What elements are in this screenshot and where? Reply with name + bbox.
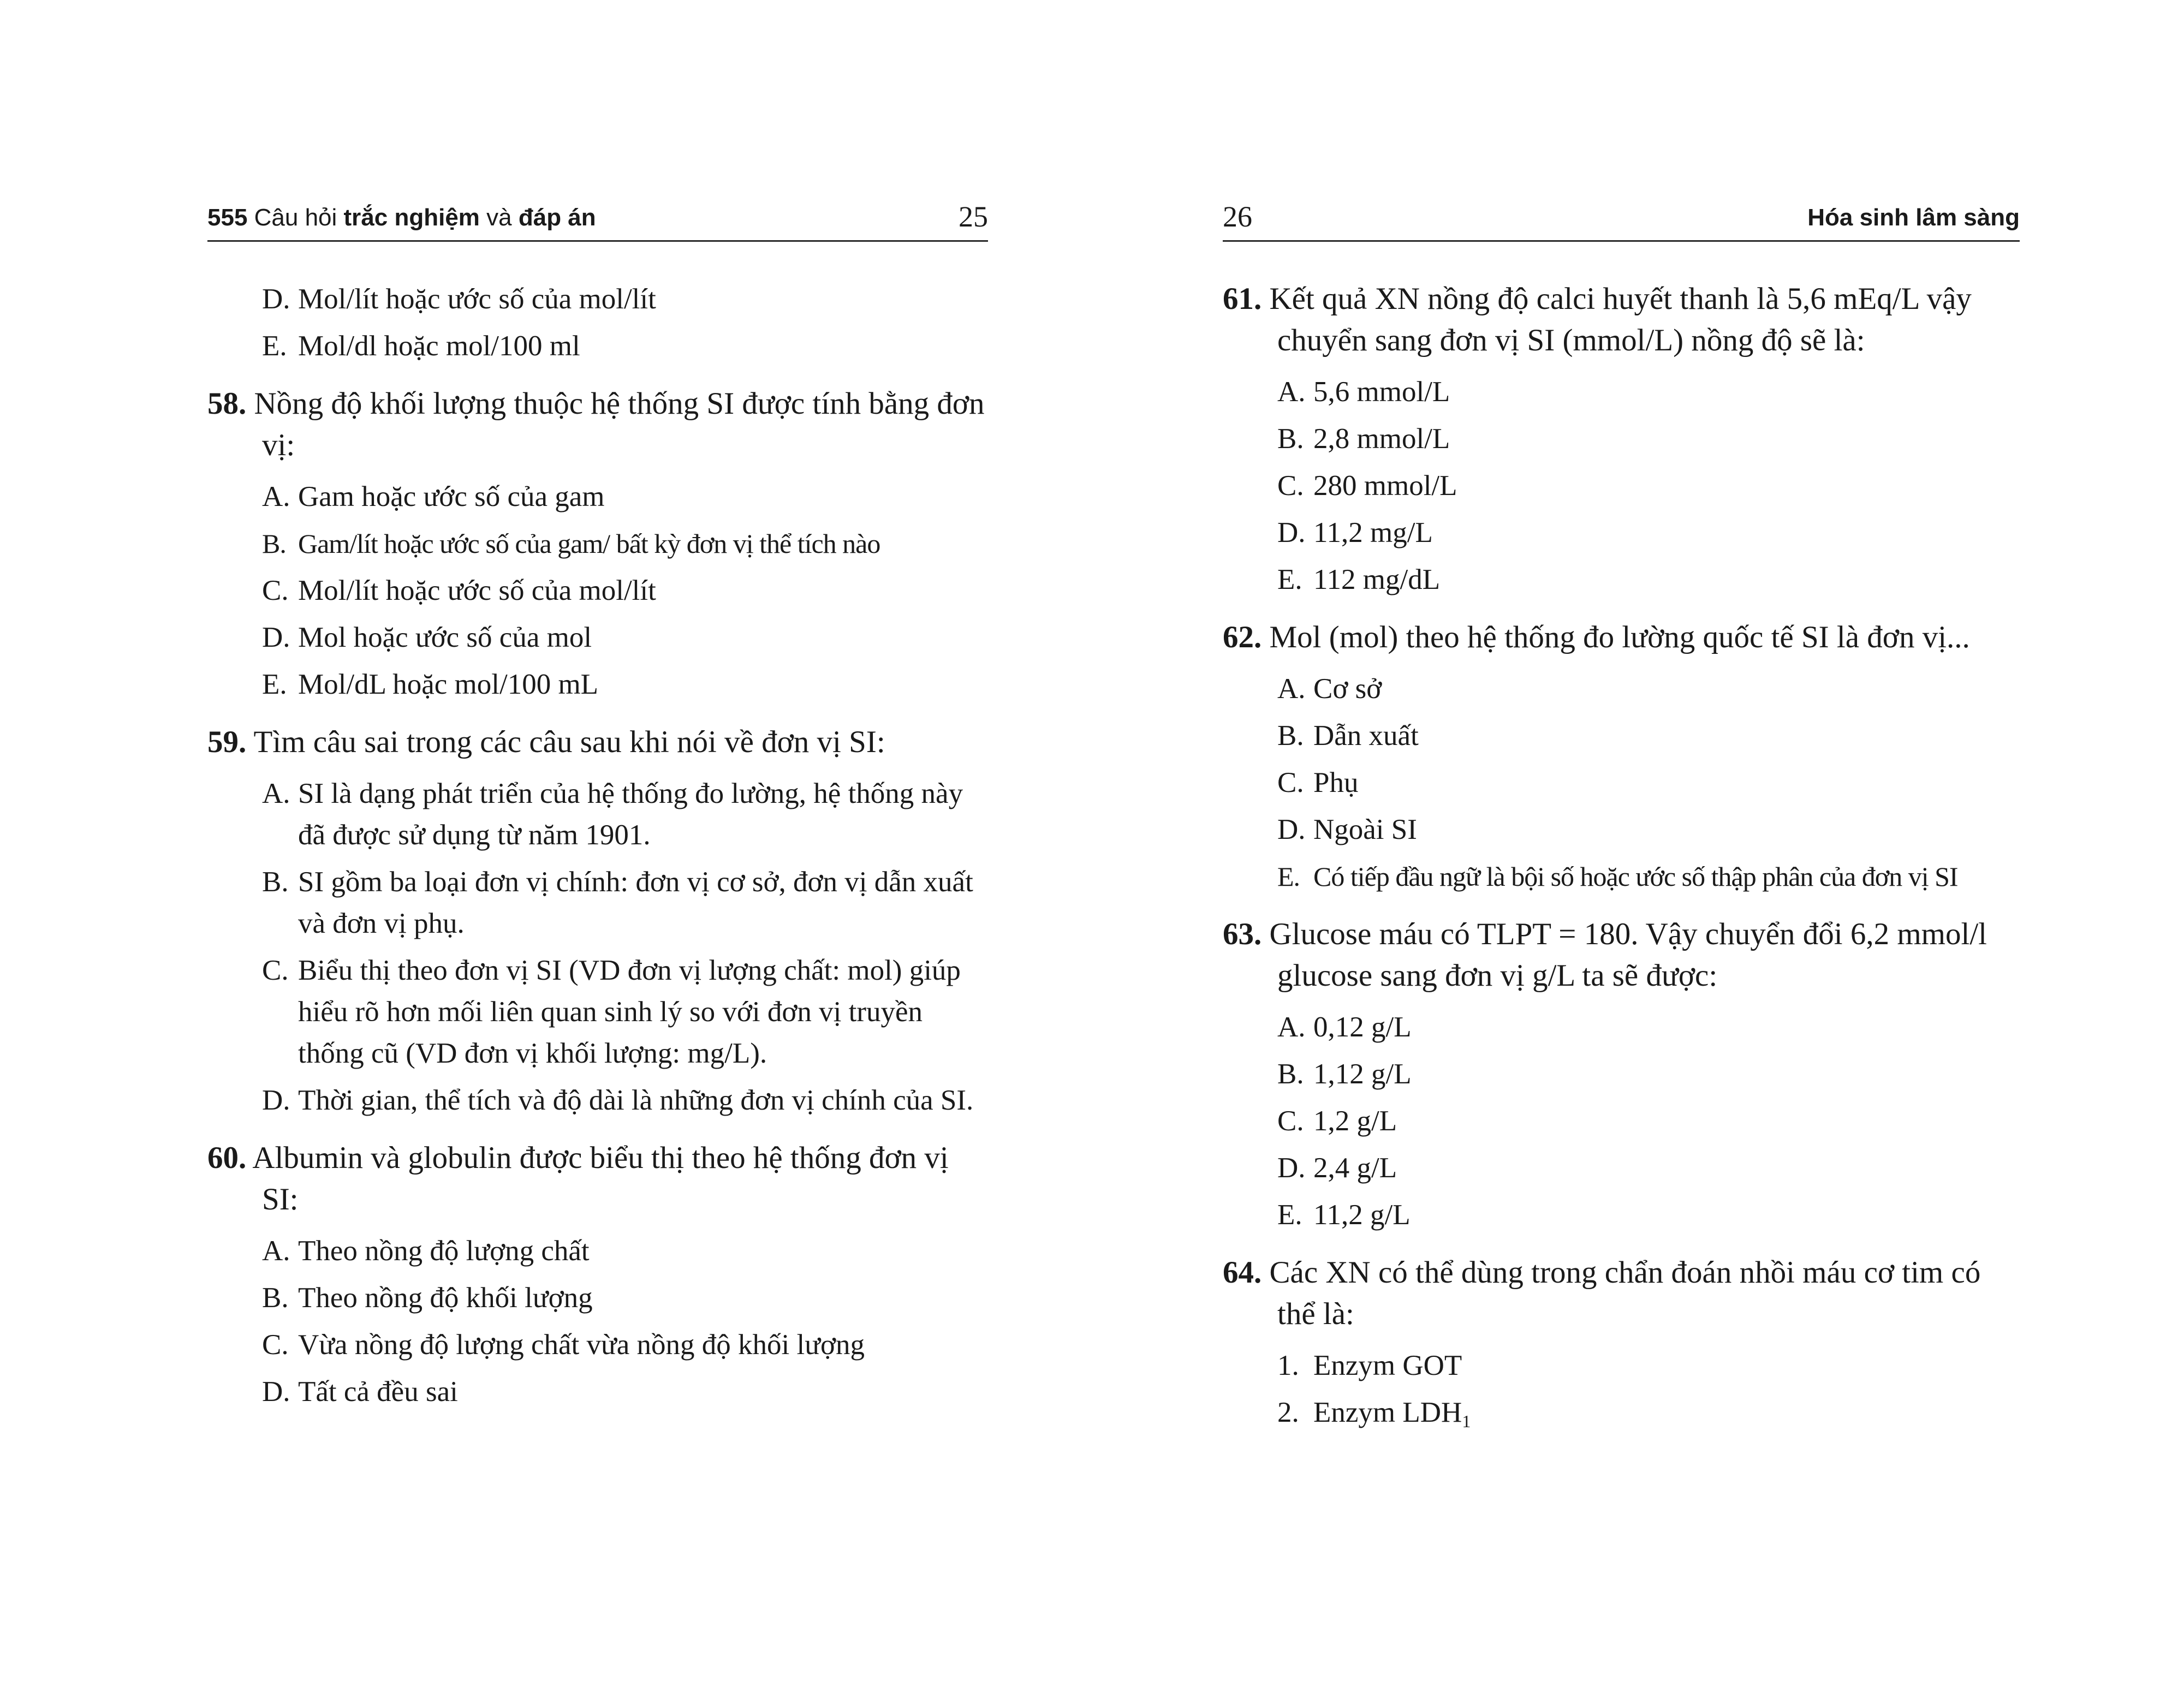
- option-letter: C.: [262, 955, 289, 986]
- option-text: Dẫn xuất: [1313, 720, 1419, 752]
- option-text: Ngoài SI: [1313, 814, 1417, 845]
- question-62: [1223, 617, 2020, 897]
- option-letter: A.: [262, 481, 290, 512]
- option: [1277, 1147, 2020, 1189]
- option-letter: C.: [1277, 470, 1304, 502]
- option: [262, 1324, 988, 1366]
- option-letter: A.: [262, 1235, 290, 1267]
- option: [262, 861, 988, 944]
- question-stem: Albumin và globulin được biểu thị theo hệ thống đơn vị SI:: [252, 1141, 949, 1217]
- option-letter: A.: [1277, 376, 1306, 408]
- option-letter: A.: [1277, 673, 1306, 705]
- book-title-bold-part: đáp án: [518, 204, 596, 231]
- option-text: 1,12 g/L: [1313, 1058, 1412, 1090]
- option: [262, 570, 988, 611]
- option: [1277, 559, 2020, 600]
- option: [262, 278, 988, 320]
- option-text: 11,2 g/L: [1313, 1199, 1411, 1231]
- question-stem: Mol (mol) theo hệ thống đo lường quốc tế SI là đơn vị...: [1269, 620, 1970, 654]
- option-text: Mol/dL hoặc mol/100 mL: [298, 669, 599, 700]
- subscript: 1: [1462, 1411, 1471, 1431]
- option: [262, 1080, 988, 1121]
- question-61: [1223, 278, 2020, 600]
- section-title: Hóa sinh lâm sàng: [1807, 204, 2020, 231]
- option-text: Vừa nồng độ lượng chất vừa nồng độ khối lượng: [298, 1329, 865, 1361]
- option: [1277, 418, 2020, 460]
- book-title: [207, 204, 596, 231]
- option-text: Phụ: [1313, 767, 1359, 798]
- option-text: 2,8 mmol/L: [1313, 423, 1450, 455]
- question-59: [207, 722, 988, 1121]
- option-text: Gam/lít hoặc ước số của gam/ bất kỳ đơn vị thể tích nào: [298, 528, 880, 559]
- option-text: Tất cả đều sai: [298, 1376, 458, 1408]
- question-64: [1223, 1252, 2020, 1442]
- option-letter: B.: [262, 528, 286, 559]
- carryover-options: [207, 278, 988, 367]
- options: [207, 1230, 988, 1412]
- options: [1223, 668, 2020, 897]
- question-number: 64.: [1223, 1255, 1262, 1290]
- right-page-content: [1223, 278, 2020, 1447]
- option-letter: E.: [262, 669, 287, 700]
- option: [262, 950, 988, 1074]
- page-number: 26: [1223, 200, 1252, 233]
- option-letter: A.: [1277, 1011, 1306, 1043]
- option-letter: B.: [1277, 1058, 1304, 1090]
- option-text: Có tiếp đầu ngữ là bội số hoặc ước số thập phân của đơn vị SI: [1313, 861, 1958, 892]
- option-text: Mol/dl hoặc mol/100 ml: [298, 330, 580, 362]
- option-text: 0,12 g/L: [1313, 1011, 1412, 1043]
- option-text: Gam hoặc ước số của gam: [298, 481, 605, 512]
- left-page-header: [207, 196, 988, 242]
- options: [1223, 1345, 2020, 1442]
- option-letter: B.: [262, 1282, 289, 1314]
- option-letter: C.: [1277, 767, 1304, 798]
- question-number: 62.: [1223, 620, 1262, 654]
- option-letter: D.: [262, 283, 290, 315]
- option: [1277, 715, 2020, 756]
- options: [207, 773, 988, 1121]
- option: [1277, 1006, 2020, 1048]
- option-letter: E.: [1277, 861, 1300, 892]
- right-page-header: [1223, 196, 2020, 242]
- option-text: SI là dạng phát triển của hệ thống đo lường, hệ thống này đã được sử dụng từ năm 1901.: [298, 778, 963, 851]
- option-letter: 1.: [1277, 1350, 1299, 1381]
- option-letter: C.: [1277, 1105, 1304, 1137]
- book-title-number: 555: [207, 204, 248, 231]
- option-letter: C.: [262, 1329, 289, 1361]
- option: [262, 325, 988, 367]
- option-text: Mol/lít hoặc ước số của mol/lít: [298, 283, 656, 315]
- options: [207, 476, 988, 705]
- option-text: 5,6 mmol/L: [1313, 376, 1450, 408]
- option: [262, 617, 988, 658]
- question-number: 58.: [207, 386, 247, 421]
- option-text: 280 mmol/L: [1313, 470, 1457, 502]
- option-text: 2,4 g/L: [1313, 1152, 1397, 1184]
- question-number: 61.: [1223, 282, 1262, 316]
- question-number: 60.: [207, 1141, 247, 1175]
- option-text: Mol/lít hoặc ước số của mol/lít: [298, 575, 656, 606]
- question-text: [1223, 278, 2020, 361]
- page-number: 25: [959, 200, 988, 233]
- left-page-content: [207, 278, 988, 1418]
- option: [1277, 668, 2020, 710]
- question-text: [207, 1137, 988, 1220]
- option-text: SI gồm ba loại đơn vị chính: đơn vị cơ sở, đơn vị dẫn xuất và đơn vị phụ.: [298, 866, 973, 939]
- option: [1277, 512, 2020, 553]
- options: [1223, 371, 2020, 600]
- option: [262, 773, 988, 856]
- option-letter: E.: [1277, 564, 1302, 595]
- option-text: 11,2 mg/L: [1313, 517, 1433, 549]
- option: [1277, 371, 2020, 413]
- question-58: [207, 383, 988, 705]
- option-letter: D.: [262, 1376, 290, 1408]
- option: [1277, 1194, 2020, 1236]
- question-text: [207, 383, 988, 466]
- option-text: 112 mg/dL: [1313, 564, 1441, 595]
- option-letter: E.: [1277, 1199, 1302, 1231]
- book-title-part: và: [479, 204, 519, 231]
- option-text: Biểu thị theo đơn vị SI (VD đơn vị lượng chất: mol) giúp hiểu rõ hơn mối liên quan sinh lý so với đơn vị truyền thống cũ (VD đơn vị khối lượng: mg/L).: [298, 955, 961, 1069]
- option-letter: C.: [262, 575, 289, 606]
- option: [1277, 1053, 2020, 1095]
- option-text: Thời gian, thể tích và độ dài là những đơn vị chính của SI.: [298, 1084, 974, 1116]
- question-stem: Nồng độ khối lượng thuộc hệ thống SI được tính bằng đơn vị:: [254, 386, 985, 462]
- option-text: Cơ sở: [1313, 673, 1382, 705]
- option-text: Enzym LDH: [1313, 1397, 1462, 1428]
- option-letter: D.: [1277, 1152, 1306, 1184]
- question-number: 63.: [1223, 917, 1262, 951]
- question-stem: Các XN có thể dùng trong chẩn đoán nhồi máu cơ tim có thể là:: [1269, 1255, 1981, 1331]
- question-text: [1223, 617, 2020, 658]
- option: [262, 1277, 988, 1319]
- question-text: [1223, 1252, 2020, 1335]
- option: [1277, 1392, 2020, 1442]
- option: [262, 664, 988, 705]
- option-letter: A.: [262, 778, 290, 809]
- option: [1277, 1345, 2020, 1386]
- option-letter: D.: [1277, 814, 1306, 845]
- option-letter: B.: [1277, 423, 1304, 455]
- option: [1277, 762, 2020, 803]
- option-letter: B.: [262, 866, 289, 898]
- option: [1277, 856, 2020, 897]
- option: [262, 1230, 988, 1272]
- option: [262, 476, 988, 517]
- option: [262, 523, 988, 564]
- question-stem: Glucose máu có TLPT = 180. Vậy chuyển đổi 6,2 mmol/l glucose sang đơn vị g/L ta sẽ được:: [1269, 917, 1987, 993]
- option-text: Theo nồng độ lượng chất: [298, 1235, 590, 1267]
- option-letter: B.: [1277, 720, 1304, 752]
- option-letter: D.: [262, 1084, 290, 1116]
- option: [1277, 809, 2020, 850]
- options: [1223, 1006, 2020, 1236]
- option-letter: D.: [1277, 517, 1306, 549]
- option-text: Theo nồng độ khối lượng: [298, 1282, 593, 1314]
- option-text: 1,2 g/L: [1313, 1105, 1397, 1137]
- book-title-bold-part: trắc nghiệm: [343, 204, 480, 231]
- question-text: [1223, 914, 2020, 997]
- option-text: Enzym GOT: [1313, 1350, 1462, 1381]
- option-letter: D.: [262, 622, 290, 653]
- option: [1277, 1100, 2020, 1142]
- question-63: [1223, 914, 2020, 1236]
- option: [1277, 465, 2020, 506]
- option-letter: 2.: [1277, 1397, 1299, 1428]
- option-text: Mol hoặc ước số của mol: [298, 622, 592, 653]
- question-stem: Kết quả XN nồng độ calci huyết thanh là 5,6 mEq/L vậy chuyển sang đơn vị SI (mmol/L) nồng độ sẽ là:: [1269, 282, 1972, 357]
- book-title-part: Câu hỏi: [247, 204, 344, 231]
- question-number: 59.: [207, 725, 247, 759]
- question-stem: Tìm câu sai trong các câu sau khi nói về đơn vị SI:: [253, 725, 885, 759]
- question-60: [207, 1137, 988, 1412]
- option: [262, 1371, 988, 1412]
- question-text: [207, 722, 988, 763]
- option-letter: E.: [262, 330, 287, 362]
